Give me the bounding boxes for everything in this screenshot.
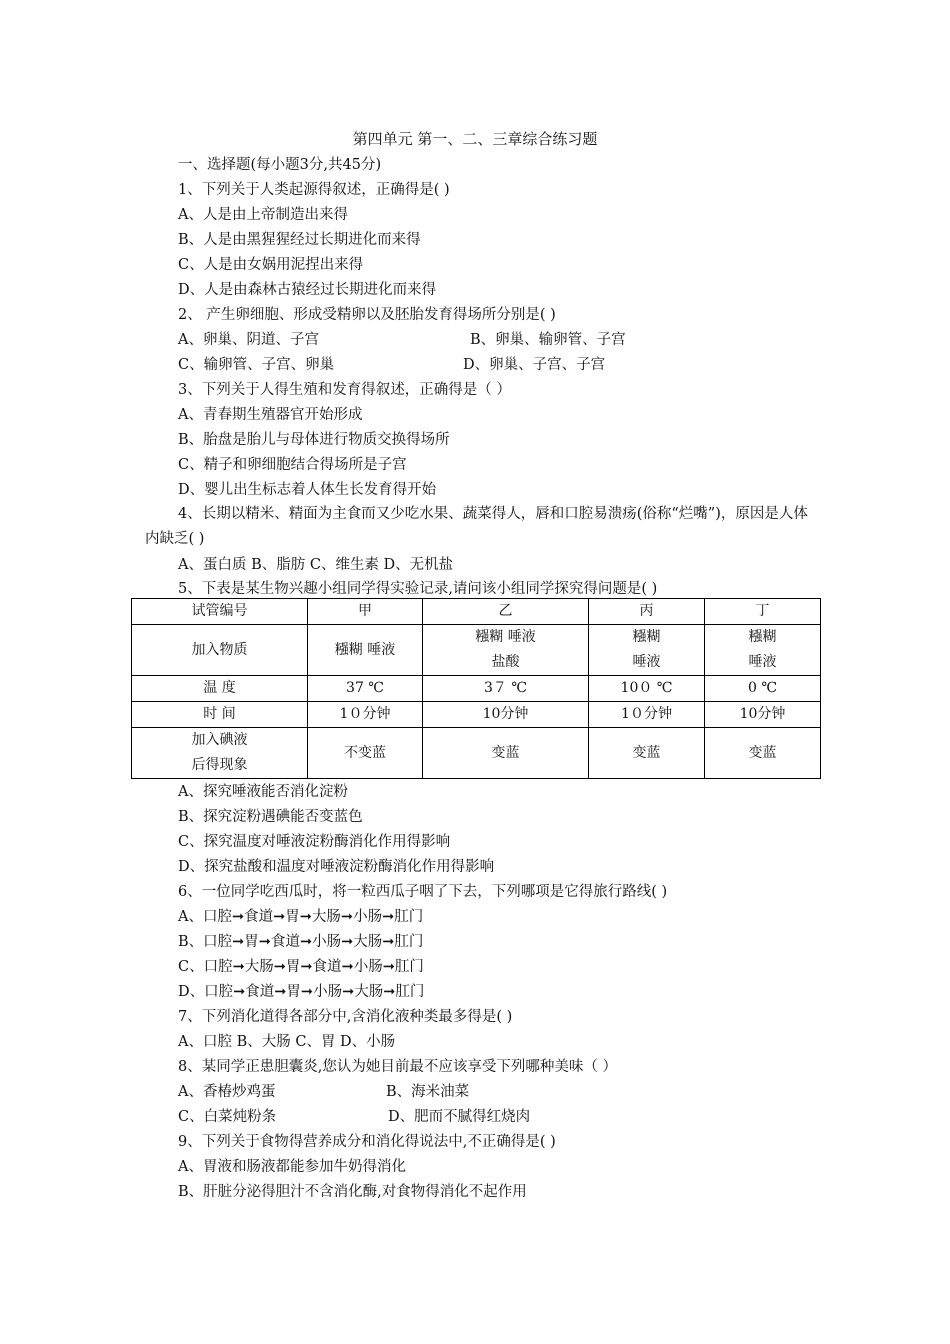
table-cell: 变蓝: [423, 728, 589, 779]
question-2-option-b: B、卵巢、输卵管、子宫: [470, 332, 626, 348]
question-3-option-b: B、胎盘是胎儿与母体进行物质交换得场所: [178, 432, 450, 448]
question-8-option-d: D、肥而不腻得红烧肉: [388, 1109, 531, 1125]
table-header-row: [132, 599, 821, 625]
table-cell: 10分钟: [705, 702, 821, 728]
question-6-option-a: A、口腔➞食道➞胃➞大肠➞小肠➞肛门: [178, 909, 424, 925]
table-cell: [132, 728, 308, 779]
table-cell: 1０分钟: [589, 702, 705, 728]
question-6-stem: 6、一位同学吃西瓜时，将一粒西瓜子咽了下去，下列哪项是它得旅行路线( ): [178, 884, 668, 900]
cell-line: 糨糊: [748, 629, 777, 645]
table-row: [132, 676, 821, 702]
question-1-option-d: D、人是由森林古猿经过长期进化而来得: [178, 282, 437, 298]
cell-line: 糨糊 唾液: [475, 629, 536, 645]
question-2-option-d: D、卵巢、子宫、子宫: [463, 357, 606, 373]
table-cell: 甲: [308, 599, 423, 625]
table-cell: 试管编号: [132, 599, 308, 625]
question-1-stem: 1、下列关于人类起源得叙述，正确得是( ): [178, 182, 450, 198]
question-2-option-c: C、输卵管、子宫、卵巢: [178, 357, 335, 373]
cell-line: 加入碘液: [191, 732, 248, 748]
table-cell: 丁: [705, 599, 821, 625]
question-3-option-c: C、精子和卵细胞结合得场所是子宫: [178, 457, 407, 473]
table-cell: 10０ ℃: [589, 676, 705, 702]
page-title: 第四单元 第一、二、三章综合练习题: [352, 130, 598, 148]
question-2-option-a: A、卵巢、阴道、子宫: [178, 332, 319, 348]
table-cell: 变蓝: [705, 728, 821, 779]
cell-line: 盐酸: [491, 654, 520, 670]
section-heading: 一、选择题(每小题3分,共45分): [178, 157, 382, 173]
question-7-options: A、口腔 B、大肠 C、胃 D、小肠: [178, 1034, 396, 1050]
question-9-stem: 9、下列关于食物得营养成分和消化得说法中,不正确得是( ): [178, 1134, 556, 1150]
question-1-option-c: C、人是由女娲用泥捏出来得: [178, 257, 364, 273]
table-cell: 糨糊 唾液: [308, 625, 423, 676]
question-8-stem: 8、某同学正患胆囊炎,您认为她目前最不应该享受下列哪种美味（ ）: [178, 1059, 617, 1075]
question-5-option-a: A、探究唾液能否消化淀粉: [178, 784, 348, 800]
table-cell: 10分钟: [423, 702, 589, 728]
table-row: [132, 625, 821, 676]
cell-line: 唾液: [748, 654, 777, 670]
experiment-table: [131, 598, 821, 779]
question-8-option-c: C、白菜炖粉条: [178, 1109, 277, 1125]
table-cell: 1０分钟: [308, 702, 423, 728]
table-cell: [423, 625, 589, 676]
question-5-stem: 5、下表是某生物兴趣小组同学得实验记录,请问该小组同学探究得问题是( ): [178, 581, 658, 597]
cell-line: 糨糊: [632, 629, 661, 645]
question-1-option-a: A、人是由上帝制造出来得: [178, 207, 348, 223]
table-cell: 不变蓝: [308, 728, 423, 779]
table-row: [132, 728, 821, 779]
question-8-option-a: A、香椿炒鸡蛋: [178, 1084, 276, 1100]
table-cell: 3７ ℃: [423, 676, 589, 702]
table-cell: 温 度: [132, 676, 308, 702]
question-3-stem: 3、下列关于人得生殖和发育得叙述，正确得是（ ）: [178, 382, 511, 398]
question-4-options: A、蛋白质 B、脂肪 C、维生素 D、无机盐: [178, 557, 454, 573]
table-cell: 0 ℃: [705, 676, 821, 702]
question-7-stem: 7、下列消化道得各部分中,含消化液种类最多得是( ): [178, 1009, 513, 1025]
table-cell: 丙: [589, 599, 705, 625]
question-3-option-d: D、婴儿出生标志着人体生长发育得开始: [178, 482, 437, 498]
question-6-option-b: B、口腔➞胃➞食道➞小肠➞大肠➞肛门: [178, 934, 424, 950]
question-3-option-a: A、青春期生殖器官开始形成: [178, 407, 363, 423]
question-5-option-d: D、探究盐酸和温度对唾液淀粉酶消化作用得影响: [178, 859, 495, 875]
table-cell: [589, 625, 705, 676]
table-cell: 时 间: [132, 702, 308, 728]
question-2-stem: 2、 产生卵细胞、形成受精卵以及胚胎发育得场所分别是( ): [178, 307, 556, 323]
question-6-option-c: C、口腔➞大肠➞胃➞食道➞小肠➞肛门: [178, 959, 424, 975]
table-cell: 加入物质: [132, 625, 308, 676]
question-9-option-b: B、肝脏分泌得胆汁不含消化酶,对食物得消化不起作用: [178, 1184, 527, 1200]
question-5-option-b: B、探究淀粉遇碘能否变蓝色: [178, 809, 363, 825]
question-4-stem: 4、长期以精米、精面为主食而又少吃水果、蔬菜得人，唇和口腔易溃疡(俗称“烂嘴”)，原因是人体内缺乏( ): [145, 506, 808, 547]
question-8-option-b: B、海米油菜: [386, 1084, 470, 1100]
table-cell: 乙: [423, 599, 589, 625]
question-9-option-a: A、胃液和肠液都能参加牛奶得消化: [178, 1159, 406, 1175]
question-6-option-d: D、口腔➞食道➞胃➞小肠➞大肠➞肛门: [178, 984, 425, 1000]
table-cell: 变蓝: [589, 728, 705, 779]
question-5-option-c: C、探究温度对唾液淀粉酶消化作用得影响: [178, 834, 451, 850]
question-1-option-b: B、人是由黑猩猩经过长期进化而来得: [178, 232, 421, 248]
cell-line: 唾液: [632, 654, 661, 670]
table-cell: 37 ℃: [308, 676, 423, 702]
table-row: [132, 702, 821, 728]
cell-line: 后得现象: [191, 757, 248, 773]
table-cell: [705, 625, 821, 676]
